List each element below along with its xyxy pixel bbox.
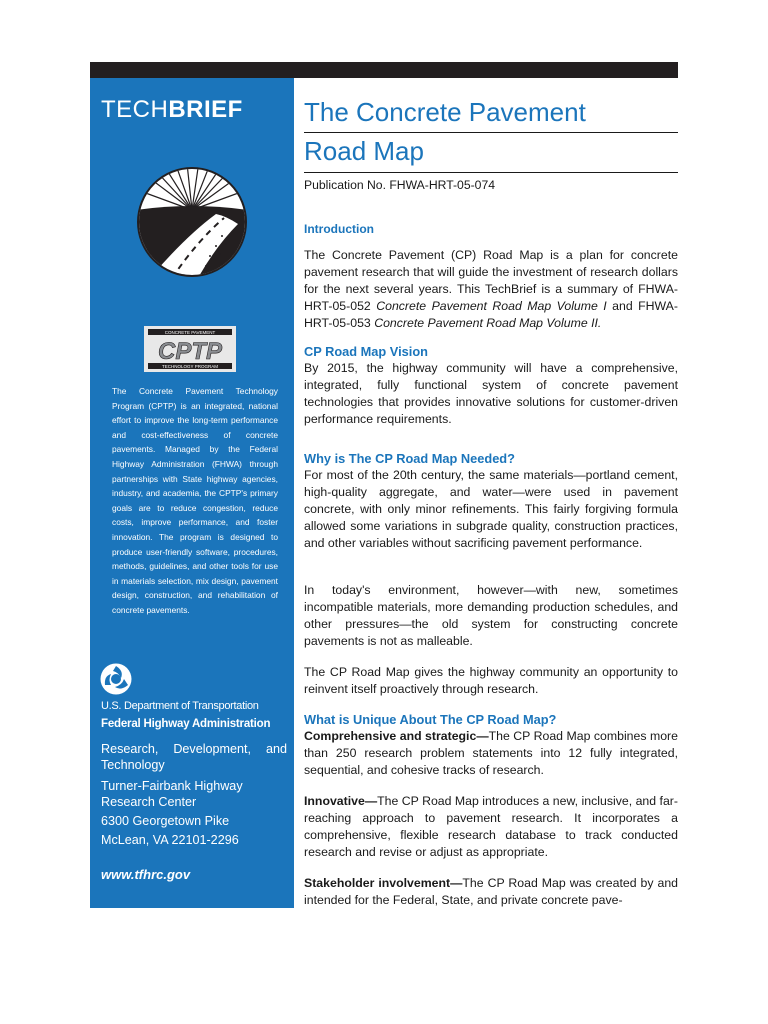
vision-section: [304, 343, 678, 428]
intro-ref-2: Concrete Pavement Road Map Volume II.: [374, 316, 602, 330]
cptp-logo-icon: [144, 326, 236, 372]
unique-item-1: [304, 728, 678, 779]
unique-section-3: [304, 875, 678, 909]
sidebar-panel: [90, 78, 294, 908]
unique-item-3-text: The CP Road Map was created by and intended for the Federal, State, and private concrete pave-: [304, 876, 679, 907]
unique-item-3-lead: Stakeholder involvement—: [304, 876, 463, 890]
title-line-2: Road Map: [304, 133, 678, 173]
dot-logo-icon: [100, 663, 132, 695]
website-link[interactable]: www.tfhrc.gov: [101, 867, 191, 882]
vision-heading: CP Road Map Vision: [304, 344, 428, 359]
unique-item-1-text: The CP Road Map combines more than 250 research problem statements into 12 fully integrated, sequential, and cohesive tracks of research.: [304, 729, 678, 777]
intro-heading: Introduction: [304, 222, 374, 236]
office-name: Research, Development, and Technology: [101, 742, 287, 772]
need-heading: Why is The CP Road Map Needed?: [304, 451, 515, 466]
techbrief-light: TECH: [101, 96, 169, 123]
page-title: [304, 94, 678, 173]
intro-paragraph: [304, 247, 678, 332]
unique-heading: What is Unique About The CP Road Map?: [304, 712, 557, 727]
address-line: Turner-Fairbank Highway Research Center: [101, 779, 243, 809]
agency-name: Federal Highway Administration: [101, 718, 271, 730]
intro-text-2: and FHWA-HRT-05-053: [304, 299, 678, 330]
address-line: McLean, VA 22101-2296: [101, 833, 239, 847]
intro-body: [304, 247, 678, 332]
title-line-1: The Concrete Pavement: [304, 94, 678, 133]
unique-item-2-lead: Innovative—: [304, 794, 378, 808]
intro-section: [304, 221, 678, 238]
unique-section: [304, 711, 678, 779]
unique-item-2: [304, 793, 678, 861]
address-line: 6300 Georgetown Pike: [101, 814, 230, 828]
intro-ref-1: Concrete Pavement Road Map Volume I: [376, 299, 607, 313]
top-bar: [90, 62, 678, 78]
unique-item-1-lead: Comprehensive and strategic—: [304, 729, 489, 743]
cptp-logo-text: CPTP: [157, 338, 223, 365]
publication-number: Publication No. FHWA-HRT-05-074: [304, 178, 496, 192]
unique-item-2-text: The CP Road Map introduces a new, inclusive, and far-reaching approach to pavement research. It incorporates a comprehensive, flexible research database to track conducted research and revise or adjust as appropriate.: [304, 794, 678, 859]
cptp-description: The Concrete Pavement Technology Program (CPTP) is an integrated, national effort to improve the long-term performance and cost-effectiveness of concrete pavements. Managed by the Federal Highway Administration (FHWA) through partnerships with State highway agencies, industry, and academia, the CPTP's primary goals are to reduce congestion, reduce costs, improve performance, and foster innovation. The program is designed to produce user-friendly software, procedures, methods, guidelines, and other tools for use in materials selection, mix design, pavement design, construction, and rehabilitation of concrete pavements.: [112, 386, 278, 615]
need-paragraph-2: In today's environment, however—with new, sometimes incompatible materials, more demanding production schedules, and other pressures—the old system for constructing concrete pavements is not as malleable.: [304, 583, 678, 648]
intro-text-1: The Concrete Pavement (CP) Road Map is a plan for concrete pavement research that will guide the investment of research dollars for the next several years. This TechBrief is a summary of FHWA-HRT-05-052: [304, 248, 678, 313]
need-paragraph-3: The CP Road Map gives the highway community an opportunity to reinvent itself proactively through research.: [304, 665, 678, 696]
unique-item-3: [304, 875, 678, 909]
department-name: U.S. Department of Transportation: [101, 700, 259, 712]
address-block: [101, 778, 287, 851]
techbrief-wordmark: [101, 96, 243, 124]
unique-section-2: [304, 793, 678, 861]
need-section: [304, 450, 678, 552]
cptp-logo-topline: CONCRETE PAVEMENT: [164, 330, 216, 335]
vision-paragraph: By 2015, the highway community will have a comprehensive, integrated, fully functional system of concrete pavement technologies that provides innovative solutions for customer-driven performance requirements.: [304, 361, 678, 426]
need-section-3: [304, 664, 678, 698]
need-paragraph-1: For most of the 20th century, the same materials—portland cement, high-quality aggregate, and water—were used in pavement concrete, with only minor refinements. This fairly forgiving formula allowed some variations in subgrade quality, construction practices, and other variables without sacrificing pavement performance.: [304, 468, 678, 550]
need-section-2: [304, 582, 678, 650]
cptp-logo-bottomline: TECHNOLOGY PROGRAM: [162, 364, 218, 369]
road-sun-logo-icon: [136, 166, 248, 278]
techbrief-bold: BRIEF: [168, 96, 243, 123]
